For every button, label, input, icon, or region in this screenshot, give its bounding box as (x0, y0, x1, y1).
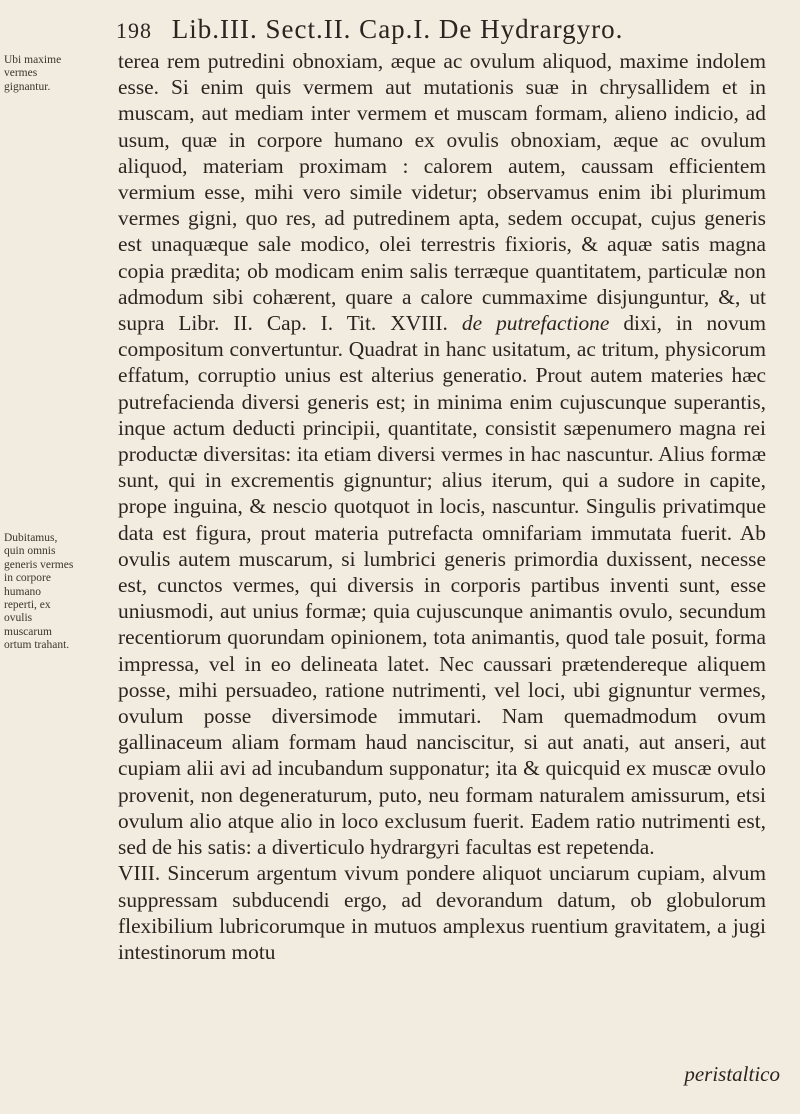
italic-reference: de putrefactione (461, 311, 610, 336)
page-number: 198 (116, 18, 152, 43)
paragraph (118, 48, 766, 860)
margin-note: Dubitamus, quin omnis generis vermes in corpore humano reperti, ex ovulis muscarum ortum trahant. (4, 532, 74, 652)
paragraph (118, 860, 766, 965)
running-header (116, 14, 776, 45)
paragraph-text: dixi, in novum compositum convertuntur. Quadrat in hanc usitatum, ac tritum, physicorum effatum, corruptio unius est alterius generatio. Prout autem materies hæc putrefacienda diversi generis est; in minima enim cujuscunque superantis, inque actum deducti principii, quantitate, consistit sæpenumero magna rei productæ diversitas: ita etiam diversi vermes in hac nascuntur. Alius formæ sunt, qui in excrementis gignuntur; alius iterum, qui a sudore in capite, prope inguina, & nescio quotquot in locis, nascuntur. Singulis privatimque data est figura, prout materia putrefacta omnifariam immutata fuerit. Ab ovulis autem muscarum, si lumbrici generis primordia duxissent, necesse est, cunctos vermes, qui diversis in corporis partibus inventi sunt, esse uniusmodi, aut unius formæ; quia cujuscunque animantis ovulo, secundum recentiorum quorundam opinionem, tota animantis, quod tale posuit, forma impressa, vel in eo delineata latet. Nec caussari prætendereque aliquem posse, mihi persuadeo, ratione nutrimenti, vel loci, ubi gignuntur vermes, ovulum posse diversimode immutari. Nam quemadmodum ovum gallinaceum aliam formam haud nanciscitur, si aut anati, aut anseri, aut cupiam alii avi ad incubandum supponatur; ita & quicquid ex muscæ ovulo provenit, non degeneraturum, puto, neu formam naturalem amissurum, etsi ovulum alio atque alio in loco exclusum fuerit. Eadem ratio nutrimenti est, sed de his satis: a diverticulo hydrargyri facultas est repetenda. (118, 311, 766, 860)
margin-note: Ubi maxime vermes gignantur. (4, 54, 62, 93)
running-title: Lib.III. Sect.II. Cap.I. De Hydrargyro. (171, 14, 624, 44)
paragraph-text: terea rem putredini obnoxiam, æque ac ovulum aliquod, maxime indolem esse. Si enim quis vermem aut mutationis suæ in chrysallidem et in muscam, aut mediam inter vermem et muscam formam, alieno indicio, ad usum, quæ in corpore humano ex ovulis obnoxiam, æque ac ovulum aliquod, materiam proximam : calorem autem, caussam efficientem vermium esse, mihi vero simile videtur; observamus enim ibi plurimum vermes gigni, quo res, ad putredinem apta, sedem occupat, cujus generis est unaquæque sale modico, olei terrestris fixioris, & aquæ satis magna copia prædita; ob modicam enim salis terræque quantitatem, particulæ non admodum sibi cohærent, quare a calore cummaxime disjunguntur, &, ut supra Libr. II. Cap. I. Tit. XVIII. (118, 49, 766, 336)
catchword: peristaltico (684, 1062, 780, 1086)
paragraph-text: VIII. Sincerum argentum vivum pondere aliquot unciarum cupiam, alvum suppressam subducendi ergo, ad devorandum datum, ob globulorum flexibilium lubricorumque in mutuos amplexus ruentium gravitatem, a jugi intestinorum motu (118, 861, 766, 964)
body-text (118, 48, 766, 965)
